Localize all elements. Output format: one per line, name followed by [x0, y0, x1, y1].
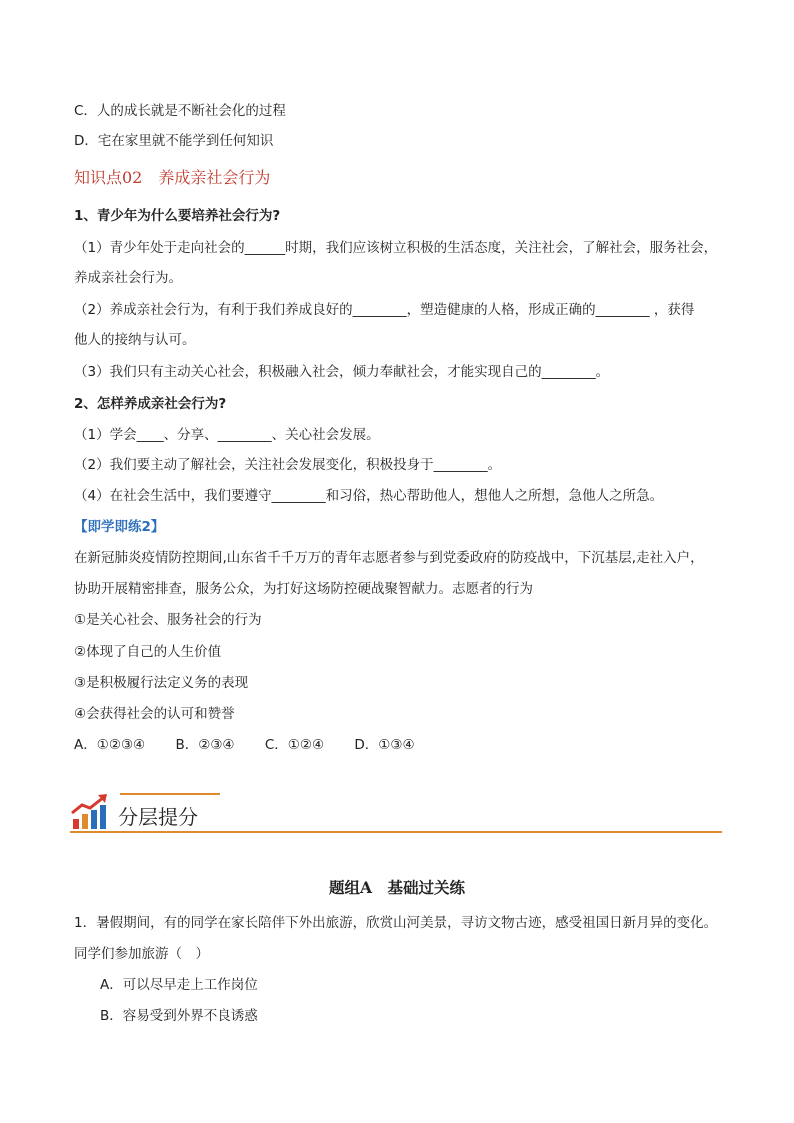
section-banner	[70, 793, 722, 833]
list-item: ④会获得社会的认可和赞誉	[74, 706, 235, 722]
group-title: 题组A 基础过关练	[328, 878, 466, 897]
paragraph: （4）在社会生活中，我们要遵守________和习俗，热心帮助他人，想他人之所想，急他人之所急。	[74, 488, 664, 504]
list-item: ①是关心社会、服务社会的行为	[74, 612, 262, 628]
option-d: D．宅在家里就不能学到任何知识	[74, 133, 274, 149]
answer-option-c: C．①②④	[264, 737, 325, 753]
paragraph: （2）我们要主动了解社会，关注社会发展变化，积极投身于________。	[74, 457, 502, 473]
answer-option-a: A．可以尽早走上工作岗位	[100, 977, 258, 993]
banner-top-rule	[120, 793, 220, 795]
answer-option-a: A．①②③④	[74, 737, 146, 753]
bar-chart-rising-icon	[70, 793, 110, 831]
paragraph: 他人的接纳与认可。	[74, 332, 196, 348]
paragraph: （3）我们只有主动关心社会，积极融入社会，倾力奉献社会，才能实现自己的________。	[74, 364, 610, 380]
question-text: 1．暑假期间，有的同学在家长陪伴下外出旅游，欣赏山河美景，寻访文物古迹，感受祖国日新月异的变化。	[74, 915, 718, 931]
section-title: 知识点02 养成亲社会行为	[74, 168, 271, 187]
banner-rule	[70, 831, 722, 833]
paragraph: （1）学会____、分享、________、关心社会发展。	[74, 427, 380, 443]
option-c: C．人的成长就是不断社会化的过程	[74, 103, 286, 119]
question-heading: 2、怎样养成亲社会行为?	[74, 396, 227, 412]
practice-label: 【即学即练2】	[74, 519, 165, 535]
practice-stem: 协助开展精密排查，服务公众，为打好这场防控硬战聚智献力。志愿者的行为	[74, 581, 533, 597]
answer-option-b: B．②③④	[175, 737, 235, 753]
list-item: ③是积极履行法定义务的表现	[74, 675, 249, 691]
practice-stem: 在新冠肺炎疫情防控期间,山东省千千万万的青年志愿者参与到党委政府的防疫战中，下沉基层,走社入户，	[74, 550, 704, 566]
paragraph: （1）青少年处于走向社会的______时期，我们应该树立积极的生活态度，关注社会，了解社会，服务社会，	[74, 240, 718, 256]
answer-option-d: D．①③④	[354, 737, 415, 753]
question-text: 同学们参加旅游（ ）	[74, 946, 209, 962]
paragraph: 养成亲社会行为。	[74, 270, 182, 286]
list-item: ②体现了自己的人生价值	[74, 644, 222, 660]
answer-options	[74, 735, 441, 755]
question-heading: 1、青少年为什么要培养社会行为?	[74, 208, 281, 224]
banner-title: 分层提分	[118, 805, 198, 829]
answer-option-b: B．容易受到外界不良诱惑	[100, 1008, 258, 1024]
paragraph: （2）养成亲社会行为，有利于我们养成良好的________，塑造健康的人格，形成正确的________ ，获得	[74, 302, 695, 318]
